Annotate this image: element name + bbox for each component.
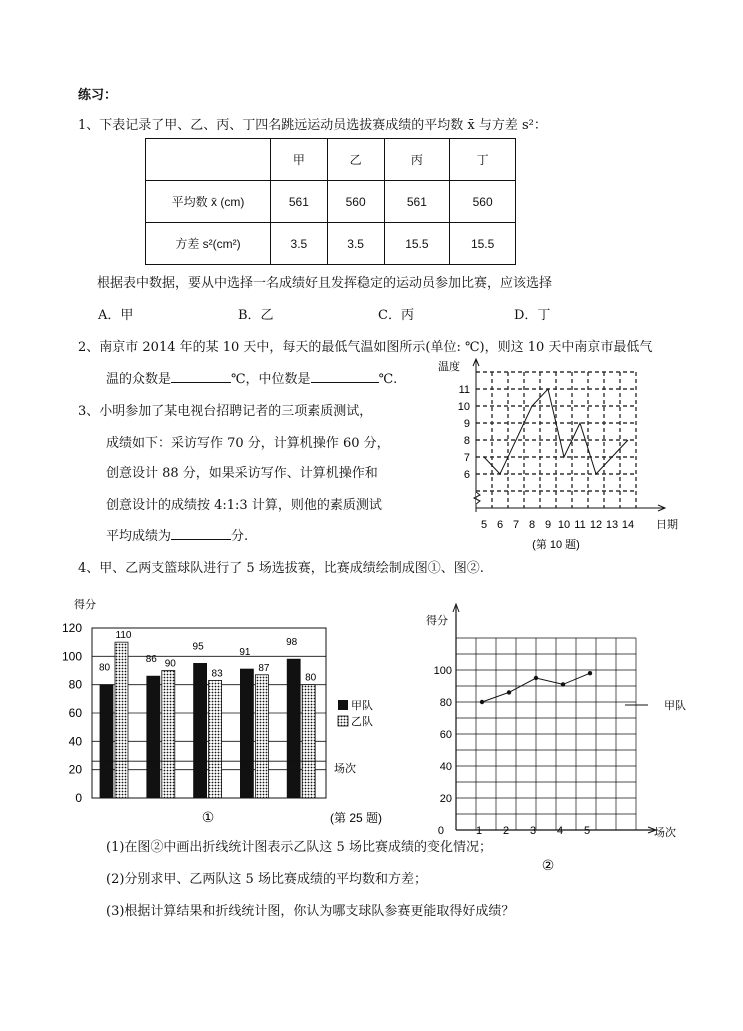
table-row — [146, 181, 516, 223]
legend-swatch-yi — [338, 716, 348, 726]
y-tick-label: 20 — [439, 793, 452, 805]
q1-prompt: 根据表中数据，要从中选择一名成绩好且发挥稳定的运动员参加比赛，应该选择 — [97, 276, 553, 291]
y-tick-label: 10 — [457, 401, 470, 413]
chart-caption: (第 10 题) — [532, 539, 580, 551]
q1-text: 1、下表记录了甲、乙、丙、丁四名跳远运动员选拔赛成绩的平均数 x̄ 与方差 s²： — [78, 118, 547, 133]
y-axis-label: 得分 — [426, 615, 448, 627]
q1-option-a: A．甲 — [98, 308, 134, 323]
jia-data-point — [480, 700, 484, 704]
jia-data-point — [561, 682, 565, 686]
table-row — [146, 139, 516, 181]
table-cell: 3.5 — [327, 223, 384, 265]
bar-yi — [255, 675, 268, 798]
table-cell: 15.5 — [450, 223, 516, 265]
q2-text: 2、南京市 2014 年的某 10 天中，每天的最低气温如图所示(单位: ℃)，则这 10 天中南京市最低气 — [78, 340, 653, 355]
x-tick-label: 9 — [544, 519, 552, 531]
q4-sub3: (3)根据计算结果和折线统计图，你认为哪支球队参赛更能取得好成绩？ — [106, 904, 515, 919]
x-tick-label: 14 — [621, 519, 635, 531]
bar-yi — [115, 642, 128, 798]
bar-value-label: 80 — [305, 672, 317, 684]
x-tick-label: 8 — [528, 519, 536, 531]
q4-text: 4、甲、乙两支篮球队进行了 5 场选拔赛，比赛成绩绘制成图①、图②. — [78, 561, 484, 576]
y-tick-label: 60 — [439, 729, 452, 741]
q1-option-c: C．丙 — [378, 308, 414, 323]
y-tick-label: 100 — [433, 665, 452, 677]
legend-label-jia: 甲队 — [664, 700, 686, 712]
q3-line4: 创意设计的成绩按 4:1:3 计算，则他的素质测试 — [106, 498, 382, 513]
bar-jia — [147, 676, 160, 798]
y-axis-label: 得分 — [74, 599, 96, 611]
bar-value-label: 80 — [98, 662, 111, 674]
q3-part-a: 平均成绩为 — [106, 529, 172, 544]
q1-option-d: D．丁 — [514, 308, 551, 323]
y-tick-label: 20 — [68, 762, 82, 777]
y-tick-label: 120 — [61, 621, 82, 635]
y-tick-label: 9 — [463, 418, 470, 430]
bar-value-label: 90 — [164, 658, 176, 670]
q4-sub1: (1)在图②中画出折线统计图表示乙队这 5 场比赛成绩的变化情况； — [106, 840, 492, 855]
q3-part-b: 分. — [231, 529, 249, 544]
table-cell: 561 — [384, 181, 450, 223]
table-row — [146, 223, 516, 265]
x-tick-label: 13 — [605, 519, 619, 531]
axis-break — [474, 492, 480, 504]
y-tick-label: 60 — [68, 706, 82, 720]
bar-value-label: 87 — [258, 662, 270, 674]
y-tick-label: 0 — [75, 791, 82, 805]
bar-value-label: 95 — [192, 641, 204, 653]
y-axis-label: 温度 — [438, 361, 460, 373]
table-cell: 561 — [271, 181, 328, 223]
q2-fill — [106, 368, 397, 387]
y-tick-label: 6 — [463, 469, 470, 481]
x-tick-label: 11 — [574, 519, 586, 531]
q3-line3: 创意设计 88 分，如果采访写作、计算机操作和 — [106, 466, 378, 481]
answer-blank — [171, 370, 231, 383]
q2-part-a: 温的众数是 — [106, 372, 172, 387]
x-tick-label: 6 — [496, 519, 504, 531]
stats-table — [145, 138, 516, 265]
table-cell: 560 — [450, 181, 516, 223]
bar-value-label: 91 — [239, 647, 251, 659]
figure-label: ② — [541, 857, 555, 873]
q3-line2: 成绩如下：采访写作 70 分，计算机操作 60 分， — [106, 436, 390, 451]
x-axis-label: 场次 — [654, 827, 676, 839]
q4-sub2: (2)分别求甲、乙两队这 5 场比赛成绩的平均数和方差； — [106, 872, 427, 887]
table-cell: 560 — [327, 181, 384, 223]
temperature-chart — [436, 356, 706, 556]
x-tick-label: 7 — [512, 519, 520, 531]
x-tick-label: 3 — [529, 825, 537, 837]
table-header-jia: 甲 — [271, 139, 328, 181]
bar-yi — [302, 685, 315, 798]
table-cell: 15.5 — [384, 223, 450, 265]
bar-value-label: 98 — [286, 637, 298, 649]
answer-blank — [311, 370, 379, 383]
table-row-label: 平均数 x̄ (cm) — [146, 181, 271, 223]
y-tick-label: 40 — [68, 734, 82, 749]
figure-label: ① — [201, 809, 215, 825]
legend-label-yi: 乙队 — [351, 716, 373, 728]
table-header-yi: 乙 — [327, 139, 384, 181]
x-axis-label: 日期 — [656, 519, 678, 531]
x-axis-label: 场次 — [334, 763, 356, 775]
table-cell: 3.5 — [271, 223, 328, 265]
bar-yi — [162, 671, 175, 799]
q2-part-c: ℃. — [378, 372, 398, 387]
q3-line1: 3、小明参加了某电视台招聘记者的三项素质测试， — [78, 404, 373, 419]
bar-yi — [209, 680, 222, 798]
jia-data-point — [534, 676, 538, 680]
y-tick-label: 40 — [439, 761, 452, 773]
answer-blank — [171, 527, 231, 540]
bar-jia — [240, 669, 253, 798]
x-tick-label: 12 — [589, 519, 603, 531]
bar-jia — [287, 659, 300, 798]
bar-value-label: 83 — [211, 668, 223, 680]
x-tick-label: 4 — [556, 825, 564, 837]
y-tick-label: 11 — [458, 384, 470, 396]
x-tick-label: 10 — [557, 519, 571, 531]
q2-part-b: ℃，中位数是 — [231, 372, 311, 387]
table-cell — [146, 139, 271, 181]
table-header-ding: 丁 — [450, 139, 516, 181]
bar-jia — [194, 663, 207, 798]
chart-caption: (第 25 题) — [330, 811, 383, 825]
table-header-bing: 丙 — [384, 139, 450, 181]
x-tick-label: 1 — [475, 825, 483, 837]
bar-value-label: 86 — [145, 654, 157, 666]
origin-label: 0 — [437, 825, 444, 837]
legend-swatch-jia — [338, 700, 348, 710]
y-tick-label: 80 — [439, 697, 452, 709]
q1-option-b: B．乙 — [238, 308, 274, 323]
x-tick-label: 2 — [502, 825, 510, 837]
x-tick-label: 5 — [480, 519, 488, 531]
bar-chart — [58, 592, 438, 832]
x-tick-label: 5 — [583, 825, 591, 837]
bar-value-label: 110 — [115, 630, 132, 642]
q3-line5 — [106, 525, 248, 544]
jia-data-point — [588, 671, 592, 675]
y-tick-label: 8 — [463, 435, 470, 447]
y-tick-label: 7 — [463, 452, 470, 464]
jia-data-point — [507, 690, 511, 694]
y-tick-label: 80 — [68, 677, 82, 692]
legend-label-jia: 甲队 — [351, 700, 373, 712]
table-row-label: 方差 s²(cm²) — [146, 223, 271, 265]
exercise-heading: 练习： — [78, 88, 118, 103]
y-tick-label: 100 — [61, 649, 82, 664]
bar-jia — [100, 685, 113, 798]
